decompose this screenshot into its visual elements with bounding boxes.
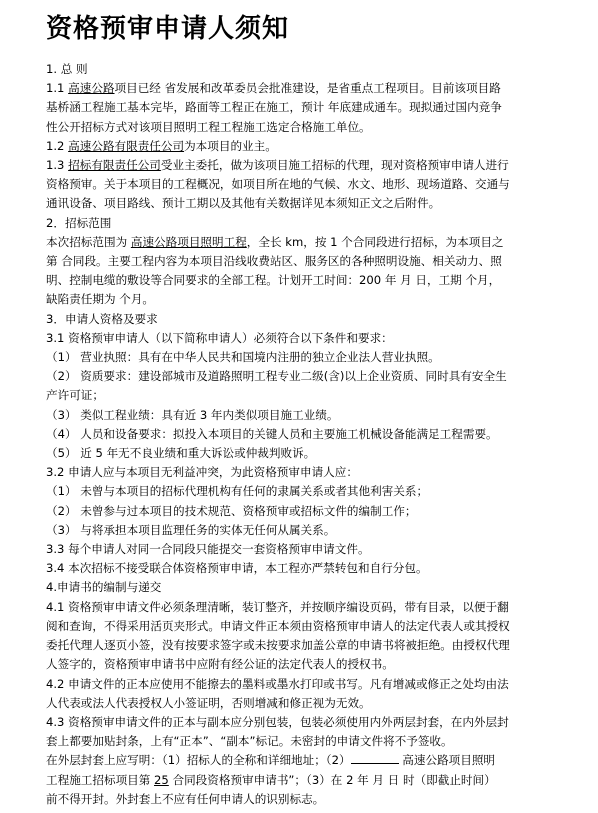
text-segment: 1.2 [46,138,69,153]
text-line [46,771,584,790]
text-line [46,329,584,348]
text-segment: 项目已经 省发展和改革委员会批准建设，是省重点工程项目。目前该项目路 [114,81,501,96]
text-segment: 人签字的，资格预审申请书中应附有经公证的法定代表人的授权书。 [46,657,394,672]
text-line [46,271,584,290]
text-line [46,482,584,501]
text-line [46,290,584,309]
text-line [46,713,584,732]
underlined-text: 高速公路有限责任公司 [68,138,185,153]
text-line [46,578,584,597]
text-segment: 4.2 申请文件的正本应使用不能擦去的墨料或墨水打印或书写。凡有增减或修正之处均由法 [46,676,509,691]
text-line [46,655,584,674]
text-line [46,118,584,137]
text-line [46,559,584,578]
text-line [46,521,584,540]
text-line [46,386,584,405]
text-line [46,310,584,329]
text-line [46,214,584,233]
text-segment: 前不得开封。外封套上不应有任何申请人的识别标志。 [46,791,325,806]
document-title: 资格预审申请人须知 [46,14,290,44]
underlined-text: 招标有限责任公司 [68,158,161,173]
text-line [46,79,584,98]
text-segment: 明、控制电缆的敷设等合同要求的全部工程。计划开工时间：200 年 月 日，工期 个月， [46,273,501,288]
text-line [46,137,584,156]
text-line [46,790,584,809]
text-segment: 委托代理人逐页小签，没有按要求签字或未按要求加盖公章的申请书将被拒绝。由授权代理 [46,638,510,653]
text-segment: 在外层封套上应写明：（1）招标人的全称和详细地址；（2） [46,753,351,768]
text-segment: 合同段资格预审申请书”；（3）在 2 年 月 日 时（即截止时间） [168,772,496,787]
text-segment: （4） 人员和设备要求：拟投入本项目的关键人员和主要施工机械设备能满足工程需要。 [46,426,498,441]
text-segment: （2） 资质要求：建设部城市及道路照明工程专业二级(含)以上企业资质、同时具有安全生 [46,369,507,384]
text-segment: （3） 类似工程业绩：具有近 3 年内类似项目施工业绩。 [46,407,339,422]
text-segment: 资格预审。关于本项目的工程概况，如项目所在地的气候、水文、地形、现场道路、交通与 [46,177,510,192]
text-line [46,252,584,271]
text-segment: ，全长 km，按 1 个合同段进行招标，为本项目之 [246,234,504,249]
text-line [46,233,584,252]
text-segment: 本次招标范围为 [46,234,131,249]
text-segment: 4.3 资格预审申请文件的正本与副本应分别包装，包装必须使用内外两层封套，在内外层封 [46,714,509,729]
text-line [46,675,584,694]
text-segment: （3） 与将承担本项目监理任务的实体无任何从属关系。 [46,522,336,537]
text-segment: 通讯设备、项目路线、预计工期以及其他有关数据详见本须知正文之后附件。 [46,196,441,211]
underlined-text: 高速公路项目照明工程 [130,234,247,249]
text-segment: 产许可证； [46,388,104,403]
text-segment: （5） 近 5 年无不良业绩和重大诉讼或仲裁判败诉。 [46,446,316,461]
text-line [46,60,584,79]
text-line [46,694,584,713]
text-segment: 3.4 本次招标不接受联合体资格预审申请，本工程亦严禁转包和自行分包。 [46,561,428,576]
text-segment: 3.1 资格预审申请人（以下简称申请人）必须符合以下条件和要求： [46,330,393,345]
text-segment: 基桥涵工程施工基本完毕，路面等工程正在施工，预计 年底建成通车。现拟通过国内竞争 [46,100,502,115]
text-line [46,425,584,444]
text-segment: 4.申请书的编制与递交 [46,580,162,595]
text-segment: 1.1 [46,81,69,96]
text-segment: 人代表或法人代表授权人小签证明，否则增减和修正视为无效。 [46,695,371,710]
text-line [46,463,584,482]
text-segment: 3.2 申请人应与本项目无利益冲突，为此资格预审申请人应： [46,465,358,480]
text-segment: （2） 未曾参与过本项目的技术规范、资格预审或招标文件的编制工作； [46,503,417,518]
text-segment: （1） 营业执照：具有在中华人民共和国境内注册的独立企业法人营业执照。 [46,350,440,365]
text-line [46,175,584,194]
text-segment: 高速公路项目照明 [398,753,496,768]
text-line [46,598,584,617]
text-segment: 3．申请人资格及要求 [46,311,158,326]
text-segment: 1. 总 则 [46,62,88,76]
text-segment: 第 合同段。主要工程内容为本项目沿线收费站区、服务区的各种照明设施、相关动力、照 [46,254,502,269]
text-line [46,98,584,117]
text-line [46,156,584,175]
text-segment: 4.1 资格预审申请文件必须条理清晰，装订整齐，并按顺序编设页码，带有目录，以便于翻 [46,599,509,614]
text-line [46,502,584,521]
text-line [46,367,584,386]
text-segment: （1） 未曾与本项目的招标代理机构有任何的隶属关系或者其他利害关系； [46,484,429,499]
text-segment: 缺陷责任期为 个月。 [46,292,155,307]
text-line [46,540,584,559]
text-line [46,194,584,213]
document-body [46,60,584,809]
text-segment: 阅和查询，不得采用活页夹形式。申请文件正本须由资格预审申请人的法定代表人或其授权 [46,618,510,633]
text-line [46,732,584,751]
text-line [46,444,584,463]
text-line [46,617,584,636]
text-segment: 2．招标范围 [46,215,112,230]
underlined-text: 25 [154,772,169,787]
text-segment: 性公开招标方式对该项目照明工程工程施工选定合格施工单位。 [46,119,371,134]
text-segment: 套上都要加贴封条，上有“正本”、“副本”标记。未密封的申请文件将不予签收。 [46,734,453,749]
text-segment: 为本项目的业主。 [184,138,277,153]
text-segment: 1.3 [46,158,69,173]
text-segment: 3.3 每个申请人对同一合同段只能提交一套资格预审申请文件。 [46,542,370,557]
text-line [46,348,584,367]
text-line [46,406,584,425]
text-segment: 工程施工招标项目第 [46,772,155,787]
text-line [46,636,584,655]
underlined-text: 高速公路 [68,81,115,96]
text-line [46,751,584,770]
text-segment: 受业主委托，做为该项目施工招标的代理，现对资格预审申请人进行 [160,158,509,173]
fill-in-blank [351,751,399,764]
